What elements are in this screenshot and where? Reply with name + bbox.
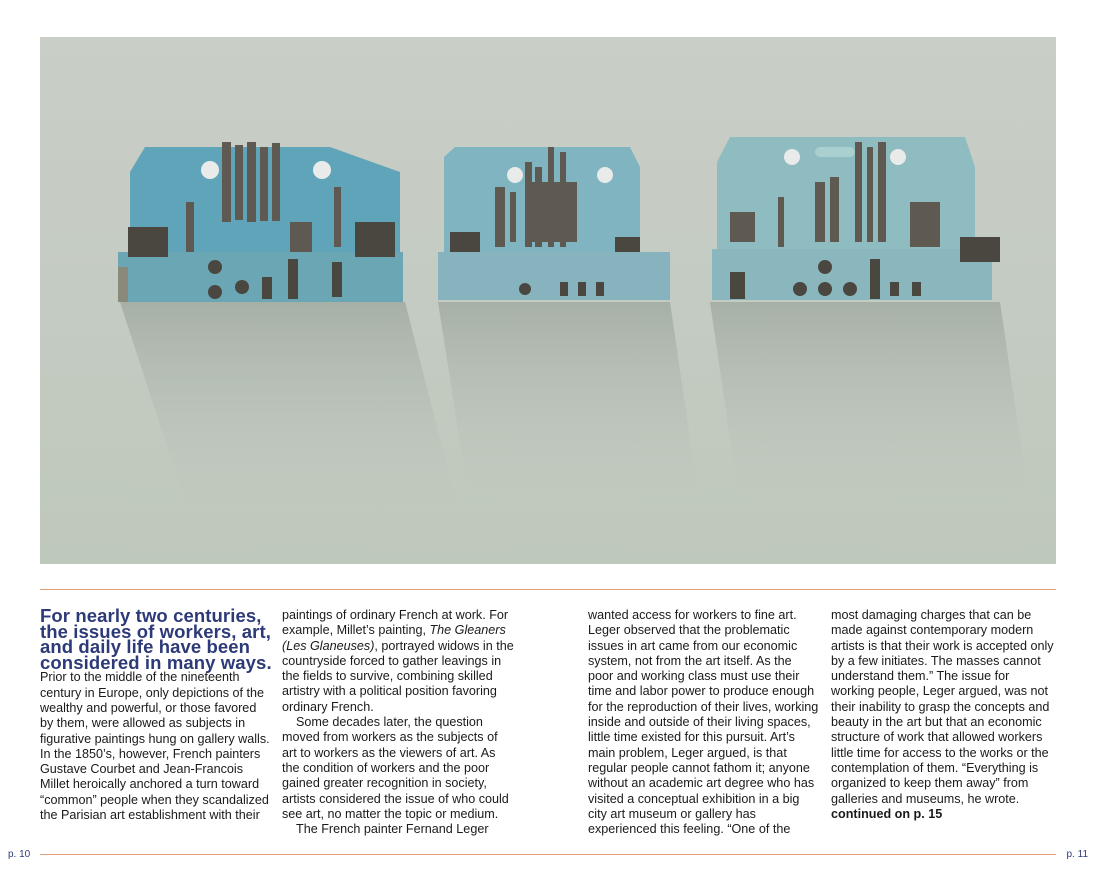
- column-1-paragraph: Prior to the middle of the nineteenth century in Europe, only depictions of the wealthy and powerful, or those favored by them, were allowed as subjects in figurative paintings hung on gallery walls. In the 1850’s, however, French painters Gustave Courbet and Jean-Francois Millet heroically anchored a turn toward “common” people when they scandalized the Parisian art establishment with their: [40, 670, 270, 823]
- column-2-paragraph-1: [282, 608, 514, 715]
- page-number-right: p. 11: [1066, 849, 1088, 860]
- paragraph-text: , portrayed widows in the countryside forced to gather leavings in the fields to survive, combining skilled artistry with a political position favoring ordinary French.: [282, 638, 514, 714]
- column-2-paragraph-2: Some decades later, the question moved from workers as the subjects of art to workers as the viewers of art. As the condition of workers and the poor gained greater recognition in society, artists considered the issue of who could see art, no matter the topic or medium.: [282, 715, 509, 821]
- page-number-left: p. 10: [8, 849, 31, 860]
- artwork-photo: [40, 37, 1056, 564]
- column-3-paragraph: wanted access for workers to fine art. Leger observed that the problematic issues in art came from our economic system, not from the art itself. As the poor and working class must use their time and labor power to produce enough for the reproduction of their lives, working inside and outside of their living spaces, little time existed for this pursuit. Art’s main problem, Leger argued, is that regular people cannot fathom it; anyone without an academic art degree who has visited a conceptual exhibition in a big city art museum or gallery has experienced this feeling. “One of the: [588, 608, 819, 837]
- column-1: [40, 605, 272, 823]
- column-4-paragraph: most damaging charges that can be made against contemporary modern artists is that their work is accepted only by a few initiates. The masses cannot understand them.” The issue for working people, Leger argued, was not their inability to grasp the concepts and beauty in the art but that an economic structure of work that allowed workers little time for access to the works or the contemplation of them. “Everything is organized to keep them away” from galleries and museums, he wrote.: [831, 608, 1054, 806]
- column-2-paragraph-3: The French painter Fernand Leger: [296, 822, 489, 837]
- column-3: [588, 608, 820, 837]
- bottom-rule: [40, 854, 1056, 855]
- column-4: [831, 608, 1056, 822]
- paragraph-text: paintings of ordinary French at work. For example, Millet’s painting,: [282, 608, 509, 638]
- continued-note: continued on p. 15: [831, 806, 943, 821]
- column-2: [282, 608, 514, 837]
- painting-title: The Gleaners (Les Glaneuses): [282, 623, 506, 653]
- headline: For nearly two centuries, the issues of workers, art, and daily life have been considered in many ways.: [40, 605, 272, 673]
- top-rule: [40, 589, 1056, 590]
